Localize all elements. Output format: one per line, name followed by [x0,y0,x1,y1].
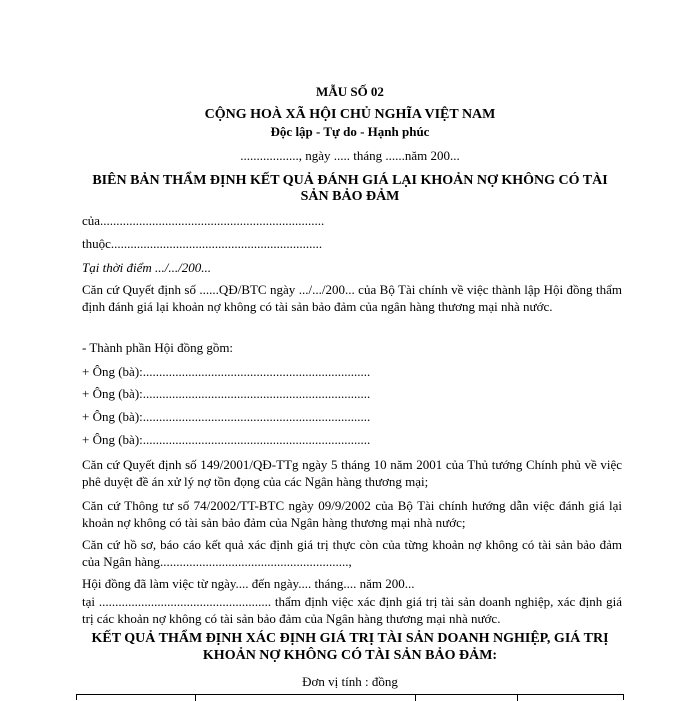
unit-label: Đơn vị tính : đồng [302,674,398,689]
document-title-line1: BIÊN BẢN THẨM ĐỊNH KẾT QUẢ ĐÁNH GIÁ LẠI KHOẢN NỢ KHÔNG CÓ TÀI [92,173,608,188]
result-heading-line2: KHOẢN NỢ KHÔNG CÓ TÀI SẢN BẢO ĐẢM: [202,648,498,663]
result-table-top [76,694,624,700]
table-column-divider [517,695,518,701]
form-number: MẪU SỐ 02 [316,84,384,99]
legal-basis-paragraph-2: Căn cứ Thông tư số 74/2002/TT-BTC ngày 09/9/2002 của Bộ Tài chính hướng dẫn việc đánh giá lại khoản nợ không có tài sản bảo đảm của Ngân hàng thương mại nhà nước; [82,498,622,530]
country-name: CỘNG HOÀ XÃ HỘI CHỦ NGHĨA VIỆT NAM [204,107,496,122]
work-period-line: Hội đồng đã làm việc từ ngày.... đến ngày.... tháng.... năm 200... [82,576,415,591]
table-column-divider [415,695,416,701]
member-line-4: + Ông (bà):...................................................................... [82,432,371,447]
result-heading-line1: KẾT QUẢ THẨM ĐỊNH XÁC ĐỊNH GIÁ TRỊ TÀI SẢN DOANH NGHIỆP, GIÁ TRỊ [91,631,609,646]
member-line-2: + Ông (bà):...................................................................... [82,386,371,401]
thuoc-line: thuộc................................................................. [82,236,323,251]
council-label: - Thành phần Hội đồng gồm: [82,340,234,355]
time-line: Tại thời điểm .../.../200... [82,260,211,275]
member-line-1: + Ông (bà):...................................................................... [82,364,371,379]
member-line-3: + Ông (bà):...................................................................... [82,409,371,424]
document-title-line2: SẢN BẢO ĐẢM [300,189,400,204]
date-line: .................., ngày ..... tháng ......năm 200... [240,148,460,163]
work-location-paragraph: tại ..................................................... thẩm định việc xác định giá trị tài sản doanh nghiệp, xác định giá trị các khoản nợ không có tài sản bảo đảm của Ngân hàng thương mại nhà nước. [82,594,622,626]
motto: Độc lập - Tự do - Hạnh phúc [270,124,430,139]
dossier-paragraph: Căn cứ hồ sơ, báo cáo kết quả xác định giá trị thực còn của từng khoản nợ không có tài sản bảo đảm của Ngân hàng.........................................................., [82,537,622,569]
legal-basis-paragraph-1: Căn cứ Quyết định số 149/2001/QĐ-TTg ngày 5 tháng 10 năm 2001 của Thủ tướng Chính phủ về việc phê duyệt đề án xử lý nợ tồn đọng của các Ngân hàng thương mại; [82,457,622,489]
table-column-divider [195,695,196,701]
decision-paragraph: Căn cứ Quyết định số ......QĐ/BTC ngày .../.../200... của Bộ Tài chính về việc thành lập Hội đồng thẩm định đánh giá lại khoản nợ không có tài sản bảo đảm của ngân hàng thương mại nhà nước. [82,282,622,314]
cua-line: của..................................................................... [82,213,325,228]
